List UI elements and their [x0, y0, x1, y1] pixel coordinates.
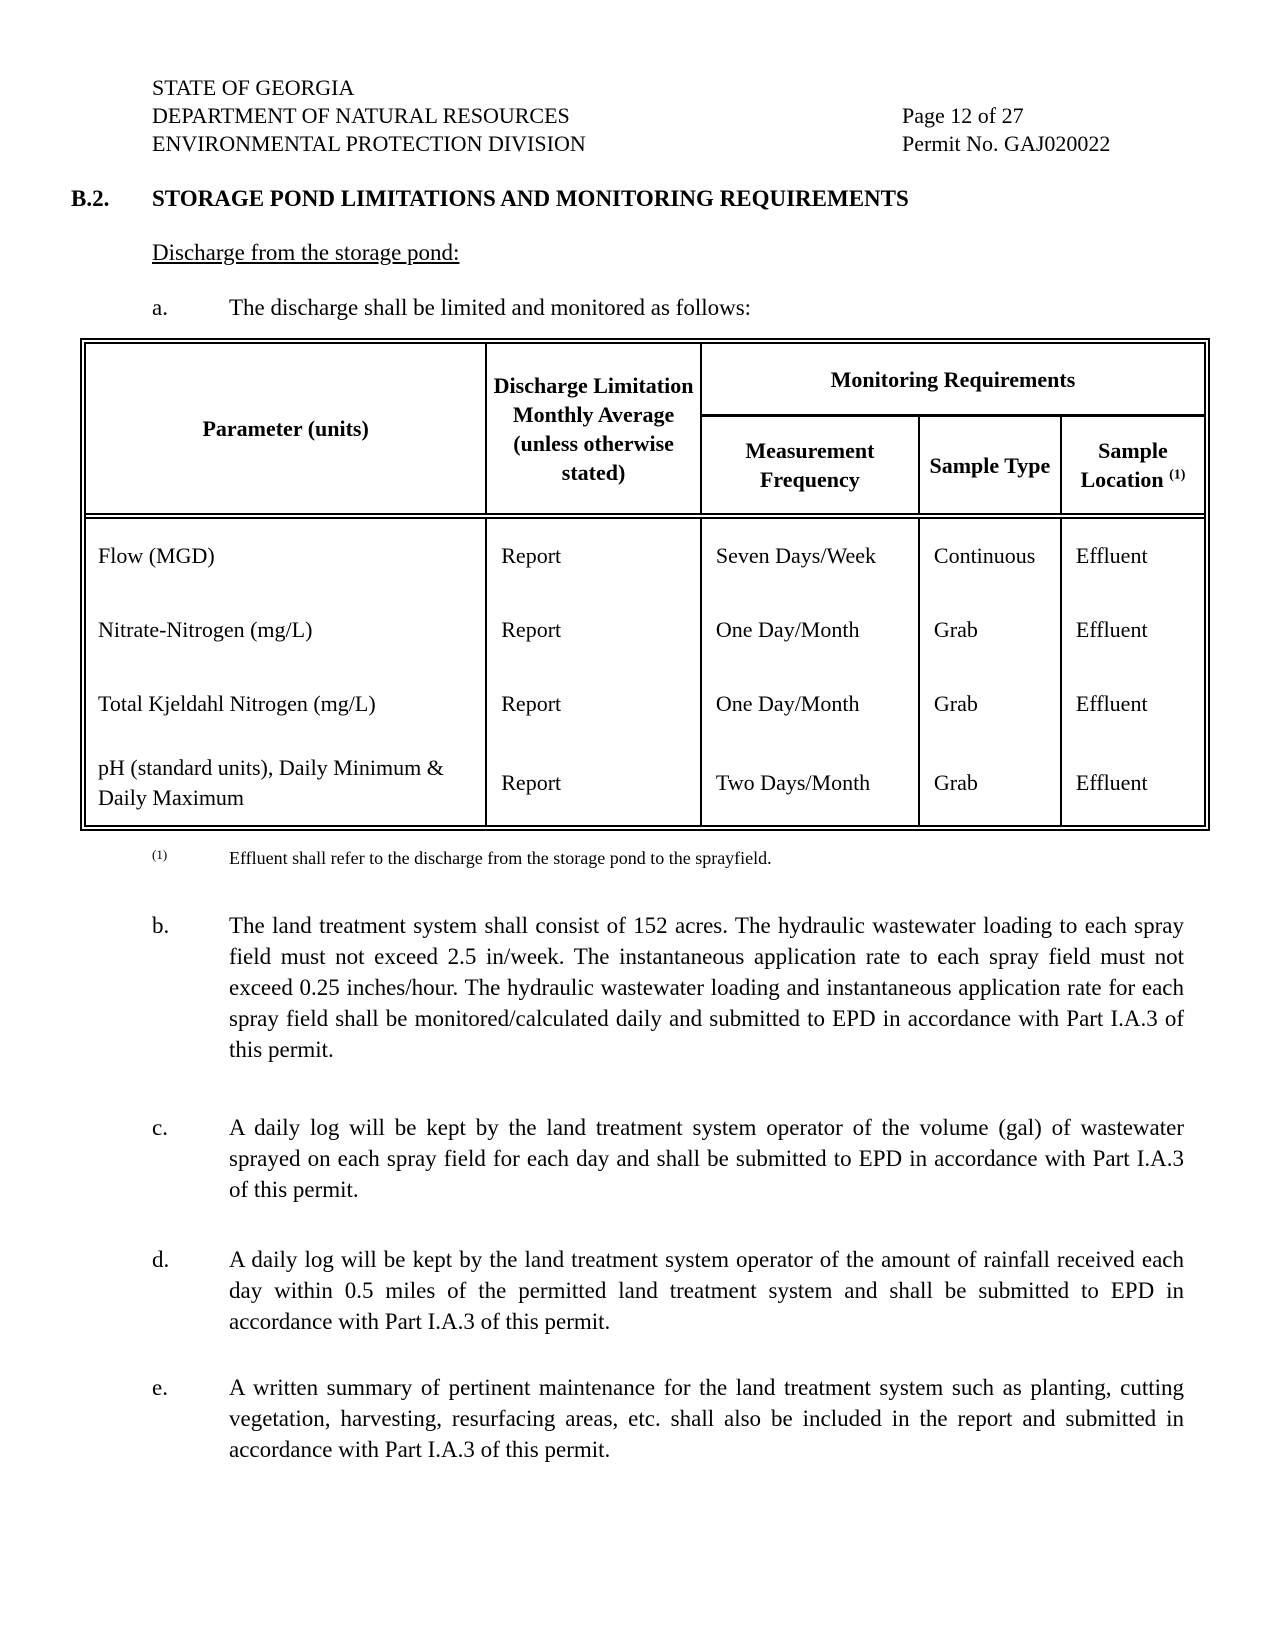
col-header-discharge-limitation: Discharge Limitation Monthly Average (unless otherwise stated) — [486, 344, 701, 516]
cell-parameter: Nitrate-Nitrogen (mg/L) — [86, 593, 486, 667]
item-d-label: d. — [152, 1247, 170, 1272]
cell-limitation: Report — [486, 741, 701, 825]
table-row-flow — [86, 516, 1204, 593]
agency-line-department: DEPARTMENT OF NATURAL RESOURCES — [152, 103, 570, 128]
cell-parameter: pH (standard units), Daily Minimum & Daily Maximum — [86, 741, 486, 825]
cell-sample-type: Grab — [919, 741, 1061, 825]
col-header-sample-location — [1061, 416, 1204, 517]
item-d-text: A daily log will be kept by the land treatment system operator of the amount of rainfall received each day within 0.5 miles of the permitted land treatment system and shall be submitted to EPD in accordance with Part I.A.3 of this permit. — [229, 1247, 1184, 1334]
item-a-label: a. — [152, 295, 168, 320]
cell-sample-type: Continuous — [919, 516, 1061, 593]
agency-line-division: ENVIRONMENTAL PROTECTION DIVISION — [152, 131, 586, 156]
item-a-text: The discharge shall be limited and monitored as follows: — [229, 295, 752, 320]
table-row-kjeldahl — [86, 667, 1204, 741]
item-c-label: c. — [152, 1115, 168, 1140]
item-b-label: b. — [152, 913, 170, 938]
col-header-parameter: Parameter (units) — [86, 344, 486, 516]
item-e-label: e. — [152, 1375, 168, 1400]
table-row-ph — [86, 741, 1204, 825]
cell-frequency: Two Days/Month — [701, 741, 919, 825]
cell-sample-location: Effluent — [1075, 543, 1148, 568]
col-header-monitoring-requirements: Monitoring Requirements — [701, 344, 1204, 416]
col-header-sample-type: Sample Type — [919, 416, 1061, 517]
cell-frequency: One Day/Month — [701, 667, 919, 741]
cell-frequency: Seven Days/Week — [701, 516, 919, 593]
item-b-text: The land treatment system shall consist of 152 acres. The hydraulic wastewater loading to each spray field must not exceed 2.5 in/week. The instantaneous application rate to each spray field must not exceed 0.25 inches/hour. The hydraulic wastewater loading and instantaneous application rate for each spray field shall be monitored/calculated daily and submitted to EPD in accordance with Part I.A.3 of this permit. — [229, 913, 1184, 1062]
cell-parameter: Total Kjeldahl Nitrogen (mg/L) — [86, 667, 486, 741]
subheading-discharge: Discharge from the storage pond: — [152, 240, 460, 265]
permit-number: Permit No. GAJ020022 — [902, 131, 1111, 156]
cell-sample-location: Effluent — [1075, 770, 1148, 795]
item-e — [152, 1372, 1184, 1465]
sample-location-label: Sample Location — [1080, 438, 1168, 492]
cell-frequency: One Day/Month — [701, 593, 919, 667]
col-header-measurement-frequency: Measurement Frequency — [701, 416, 919, 517]
item-d — [152, 1244, 1184, 1337]
footnote-text: Effluent shall refer to the discharge from the storage pond to the sprayfield. — [229, 848, 772, 868]
page-permit-info — [902, 102, 1110, 158]
agency-line-state: STATE OF GEORGIA — [152, 75, 355, 100]
agency-letterhead — [152, 74, 586, 158]
item-c — [152, 1112, 1184, 1205]
cell-sample-location: Effluent — [1075, 617, 1148, 642]
sample-location-footnote-ref: (1) — [1169, 467, 1186, 483]
table-row-nitrate — [86, 593, 1204, 667]
item-a — [152, 292, 1184, 323]
item-c-text: A daily log will be kept by the land treatment system operator of the volume (gal) of wastewater sprayed on each spray field for each day and shall be submitted to EPD in accordance with Part I.A.3 of this permit. — [229, 1115, 1184, 1202]
cell-sample-type: Grab — [919, 667, 1061, 741]
item-e-text: A written summary of pertinent maintenance for the land treatment system such as planting, cutting vegetation, harvesting, resurfacing areas, etc. shall also be included in the report and submitted in accordance with Part I.A.3 of this permit. — [229, 1375, 1184, 1462]
page-number: Page 12 of 27 — [902, 103, 1024, 128]
cell-sample-type: Grab — [919, 593, 1061, 667]
section-title: STORAGE POND LIMITATIONS AND MONITORING REQUIREMENTS — [152, 186, 909, 211]
section-heading — [71, 186, 909, 212]
footnote-marker: (1) — [152, 847, 168, 862]
limits-monitoring-table — [86, 344, 1204, 825]
item-b — [152, 910, 1184, 1065]
cell-sample-location: Effluent — [1075, 691, 1148, 716]
limits-table-border — [80, 338, 1210, 831]
footnote-1 — [152, 846, 1184, 870]
section-number: B.2. — [71, 186, 110, 211]
cell-limitation: Report — [486, 667, 701, 741]
cell-limitation: Report — [486, 516, 701, 593]
cell-parameter: Flow (MGD) — [86, 516, 486, 593]
cell-limitation: Report — [486, 593, 701, 667]
